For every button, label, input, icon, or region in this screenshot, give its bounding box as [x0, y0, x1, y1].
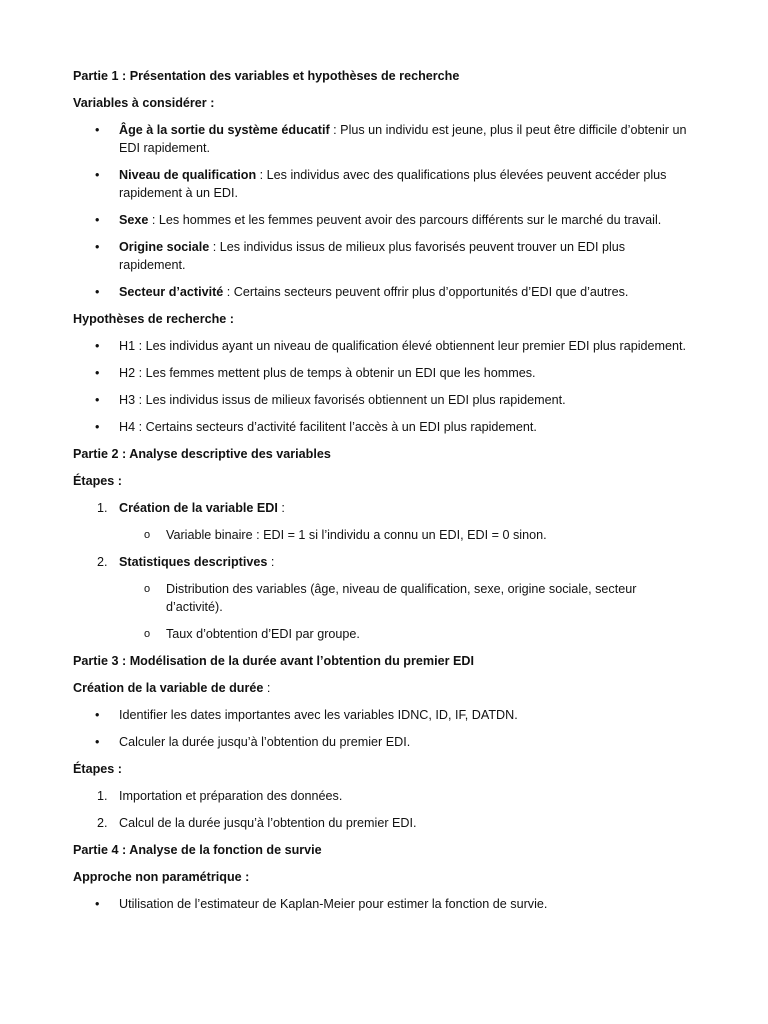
bullet-marker: • — [95, 168, 100, 182]
bullet-marker: • — [95, 735, 100, 749]
item-text: H4 : Certains secteurs d’activité facilitent l’accès à un EDI plus rapidement. — [119, 420, 537, 434]
duration-heading-text: : — [263, 681, 271, 695]
variables-list — [73, 121, 688, 301]
bullet-marker: • — [95, 240, 100, 254]
steps-heading: Étapes : — [73, 762, 122, 776]
item-text: Importation et préparation des données. — [119, 789, 343, 803]
item-lead: Âge à la sortie du système éducatif — [119, 123, 330, 137]
bullet-marker: • — [95, 708, 100, 722]
sub-bullet-marker: o — [144, 628, 151, 640]
item-lead: Création de la variable EDI — [119, 501, 278, 515]
bullet-marker: • — [95, 213, 100, 227]
item-text: : — [267, 555, 275, 569]
bullet-marker: • — [95, 339, 100, 353]
duration-heading — [73, 679, 688, 697]
part2-steps-list — [73, 499, 688, 643]
bullet-marker: • — [95, 393, 100, 407]
item-text: H2 : Les femmes mettent plus de temps à obtenir un EDI que les hommes. — [119, 366, 536, 380]
list-item — [73, 121, 688, 157]
number-marker: 1. — [97, 789, 108, 803]
bullet-marker: • — [95, 897, 100, 911]
item-text: Distribution des variables (âge, niveau de qualification, sexe, origine sociale, secteur d’activité). — [166, 582, 637, 614]
number-marker: 2. — [97, 816, 108, 830]
item-text: : Plus un individu est jeune, plus il peut être difficile d’obtenir un EDI rapidement. — [119, 123, 687, 155]
list-item — [73, 895, 688, 913]
part3-title: Partie 3 : Modélisation de la durée avant l’obtention du premier EDI — [73, 654, 474, 668]
part2-title: Partie 2 : Analyse descriptive des variables — [73, 447, 331, 461]
item-text: Calculer la durée jusqu’à l’obtention du premier EDI. — [119, 735, 411, 749]
item-text: : — [277, 501, 285, 515]
item-text: : Les hommes et les femmes peuvent avoir des parcours différents sur le marché du travail. — [148, 213, 662, 227]
part1-title: Partie 1 : Présentation des variables et hypothèses de recherche — [73, 69, 460, 83]
list-item — [73, 706, 688, 724]
numbered-item — [73, 553, 688, 571]
variables-heading: Variables à considérer : — [73, 96, 215, 110]
hypotheses-list — [73, 337, 688, 436]
sub-bullet-marker: o — [144, 583, 151, 595]
numbered-item — [73, 499, 688, 517]
item-text: : Certains secteurs peuvent offrir plus d’opportunités d’EDI que d’autres. — [223, 285, 629, 299]
sub-bullet-marker: o — [144, 529, 151, 541]
sub-list-item — [73, 580, 688, 616]
item-text: Taux d’obtention d’EDI par groupe. — [166, 627, 360, 641]
nonparam-list — [73, 895, 688, 913]
bullet-marker: • — [95, 285, 100, 299]
list-item — [73, 418, 688, 436]
part3-steps-list — [73, 787, 688, 832]
number-marker: 1. — [97, 501, 108, 515]
part4-title: Partie 4 : Analyse de la fonction de survie — [73, 843, 322, 857]
item-text: H1 : Les individus ayant un niveau de qualification élevé obtiennent leur premier EDI plus rapidement. — [119, 339, 687, 353]
item-text: : Les individus avec des qualifications plus élevées peuvent accéder plus rapidement à un EDI. — [119, 168, 667, 200]
duration-list — [73, 706, 688, 751]
item-text: Utilisation de l’estimateur de Kaplan-Meier pour estimer la fonction de survie. — [119, 897, 548, 911]
item-lead: Niveau de qualification — [119, 168, 257, 182]
number-marker: 2. — [97, 555, 108, 569]
list-item — [73, 283, 688, 301]
list-item — [73, 364, 688, 382]
hypotheses-heading: Hypothèses de recherche : — [73, 312, 234, 326]
bullet-marker: • — [95, 123, 100, 137]
numbered-item — [73, 787, 688, 805]
item-text: : Les individus issus de milieux plus favorisés peuvent trouver un EDI plus rapidement. — [119, 240, 626, 272]
list-item — [73, 211, 688, 229]
list-item — [73, 391, 688, 409]
sub-list-item — [73, 625, 688, 643]
item-text: Identifier les dates importantes avec les variables IDNC, ID, IF, DATDN. — [119, 708, 518, 722]
duration-heading-lead: Création de la variable de durée — [73, 681, 264, 695]
steps-heading: Étapes : — [73, 474, 122, 488]
sub-list-item — [73, 526, 688, 544]
numbered-item — [73, 814, 688, 832]
nonparam-heading: Approche non paramétrique : — [73, 870, 250, 884]
item-lead: Secteur d’activité — [119, 285, 224, 299]
list-item — [73, 238, 688, 274]
item-text: Variable binaire : EDI = 1 si l’individu a connu un EDI, EDI = 0 sinon. — [166, 528, 547, 542]
item-lead: Statistiques descriptives — [119, 555, 268, 569]
list-item — [73, 337, 688, 355]
item-lead: Origine sociale — [119, 240, 210, 254]
item-lead: Sexe — [119, 213, 149, 227]
item-text: Calcul de la durée jusqu’à l’obtention du premier EDI. — [119, 816, 417, 830]
item-text: H3 : Les individus issus de milieux favorisés obtiennent un EDI plus rapidement. — [119, 393, 566, 407]
list-item — [73, 733, 688, 751]
bullet-marker: • — [95, 366, 100, 380]
bullet-marker: • — [95, 420, 100, 434]
list-item — [73, 166, 688, 202]
